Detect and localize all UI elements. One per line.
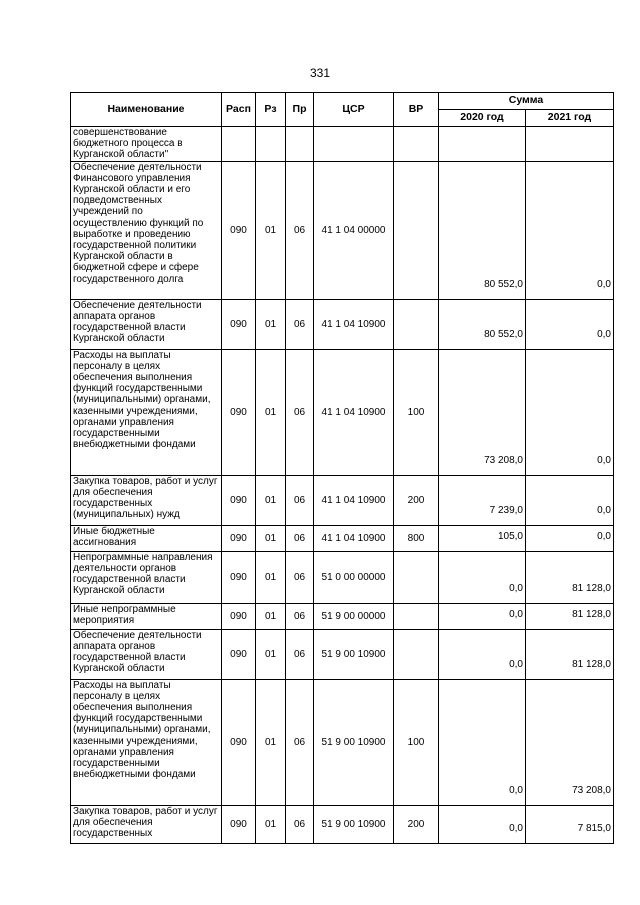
cell-rasp: 090: [222, 475, 256, 525]
table-row: [71, 525, 614, 551]
cell-csr: 41 1 04 00000: [314, 161, 394, 299]
header-csr: ЦСР: [314, 93, 394, 127]
table-row: [71, 127, 614, 162]
cell-rasp: 090: [222, 525, 256, 551]
cell-rasp: 090: [222, 603, 256, 629]
cell-csr: [314, 127, 394, 162]
cell-2021: [526, 629, 614, 679]
cell-csr: 51 9 00 10900: [314, 629, 394, 679]
header-vr: ВР: [394, 93, 439, 127]
cell-vr: [394, 603, 439, 629]
value-2020: 80 552,0: [484, 279, 523, 291]
value-2020: 105,0: [497, 531, 523, 543]
cell-2021: [526, 805, 614, 843]
value-2021: 0,0: [597, 279, 611, 291]
cell-vr: 100: [394, 349, 439, 475]
header-rasp: Расп: [222, 93, 256, 127]
cell-pr: 06: [286, 349, 314, 475]
cell-2021: [526, 475, 614, 525]
table-row: [71, 299, 614, 349]
cell-2021: [526, 551, 614, 603]
cell-name: совершенствование бюджетного процесса в Курганской области": [71, 127, 222, 162]
table-row: [71, 161, 614, 299]
cell-2021: [526, 603, 614, 629]
cell-2021: [526, 525, 614, 551]
cell-csr: 41 1 04 10900: [314, 349, 394, 475]
cell-2020: [439, 349, 526, 475]
cell-2020: [439, 629, 526, 679]
cell-name: Расходы на выплаты персоналу в целях обеспечения выполнения функций государственными (муниципальными) органами, казенными учреждениями, органами управления государственными внебюджетными фондами: [71, 679, 222, 805]
table-body: [71, 127, 614, 844]
cell-rz: 01: [256, 349, 286, 475]
cell-rz: 01: [256, 299, 286, 349]
cell-2020: [439, 551, 526, 603]
value-2020: 0,0: [509, 583, 523, 595]
cell-vr: 800: [394, 525, 439, 551]
cell-name: Иные непрограммные мероприятия: [71, 603, 222, 629]
cell-name: Закупка товаров, работ и услуг для обеспечения государственных (муниципальных) нужд: [71, 475, 222, 525]
table-header: [71, 93, 614, 127]
cell-csr: 51 0 00 00000: [314, 551, 394, 603]
header-2020: 2020 год: [439, 110, 526, 127]
cell-csr: 51 9 00 10900: [314, 805, 394, 843]
cell-name: Закупка товаров, работ и услуг для обеспечения государственных: [71, 805, 222, 843]
cell-csr: 41 1 04 10900: [314, 299, 394, 349]
cell-pr: 06: [286, 161, 314, 299]
cell-rz: 01: [256, 805, 286, 843]
cell-rz: 01: [256, 161, 286, 299]
cell-name: Обеспечение деятельности аппарата органов государственной власти Курганской области: [71, 629, 222, 679]
cell-2020: [439, 679, 526, 805]
cell-pr: 06: [286, 299, 314, 349]
cell-rasp: 090: [222, 679, 256, 805]
cell-vr: [394, 299, 439, 349]
cell-csr: 41 1 04 10900: [314, 475, 394, 525]
value-2021: 81 128,0: [572, 659, 611, 671]
cell-name: Обеспечение деятельности Финансового управления Курганской области и его подведомственных учреждений по осуществлению функций по выработке и проведению государственной политики Курганской области в бюджетной сфере и сфере государственного долга: [71, 161, 222, 299]
cell-rz: 01: [256, 629, 286, 679]
cell-pr: 06: [286, 805, 314, 843]
cell-rasp: 090: [222, 629, 256, 679]
cell-vr: [394, 127, 439, 162]
cell-rz: 01: [256, 525, 286, 551]
value-2021: 0,0: [597, 505, 611, 517]
value-2020: 0,0: [509, 785, 523, 797]
value-2020: 0,0: [509, 659, 523, 671]
value-2020: 80 552,0: [484, 329, 523, 341]
cell-2020: [439, 127, 526, 162]
table-row: [71, 805, 614, 843]
table-row: [71, 679, 614, 805]
value-2020: 0,0: [509, 823, 523, 835]
cell-vr: 200: [394, 805, 439, 843]
header-rz: Рз: [256, 93, 286, 127]
cell-pr: 06: [286, 551, 314, 603]
cell-name: Обеспечение деятельности аппарата органов государственной власти Курганской области: [71, 299, 222, 349]
cell-vr: [394, 551, 439, 603]
header-pr: Пр: [286, 93, 314, 127]
cell-pr: 06: [286, 475, 314, 525]
cell-csr: 51 9 00 10900: [314, 679, 394, 805]
cell-name: Расходы на выплаты персоналу в целях обеспечения выполнения функций государственными (муниципальными) органами, казенными учреждениями, органами управления государственными внебюджетными фондами: [71, 349, 222, 475]
cell-name: Непрограммные направления деятельности органов государственной власти Курганской области: [71, 551, 222, 603]
cell-name: Иные бюджетные ассигнования: [71, 525, 222, 551]
cell-rz: 01: [256, 603, 286, 629]
value-2021: 0,0: [597, 329, 611, 341]
cell-vr: 100: [394, 679, 439, 805]
table-row: [71, 349, 614, 475]
cell-csr: 41 1 04 10900: [314, 525, 394, 551]
cell-vr: [394, 161, 439, 299]
cell-pr: [286, 127, 314, 162]
cell-rasp: [222, 127, 256, 162]
cell-rz: 01: [256, 475, 286, 525]
table-row: [71, 551, 614, 603]
cell-2020: [439, 525, 526, 551]
cell-rz: 01: [256, 551, 286, 603]
cell-rasp: 090: [222, 551, 256, 603]
cell-pr: 06: [286, 603, 314, 629]
cell-pr: 06: [286, 525, 314, 551]
cell-pr: 06: [286, 679, 314, 805]
cell-rasp: 090: [222, 805, 256, 843]
cell-rz: [256, 127, 286, 162]
cell-vr: [394, 629, 439, 679]
cell-2020: [439, 805, 526, 843]
value-2020: 73 208,0: [484, 455, 523, 467]
cell-2021: [526, 161, 614, 299]
cell-rasp: 090: [222, 161, 256, 299]
cell-rasp: 090: [222, 299, 256, 349]
table-row: [71, 603, 614, 629]
header-name: Наименование: [71, 93, 222, 127]
cell-vr: 200: [394, 475, 439, 525]
cell-rasp: 090: [222, 349, 256, 475]
page-number: 331: [309, 66, 331, 80]
budget-table: [70, 92, 614, 844]
value-2021: 0,0: [597, 531, 611, 543]
table-row: [71, 475, 614, 525]
value-2020: 0,0: [509, 609, 523, 621]
cell-2020: [439, 475, 526, 525]
value-2021: 81 128,0: [572, 583, 611, 595]
cell-2020: [439, 299, 526, 349]
header-2021: 2021 год: [526, 110, 614, 127]
value-2020: 7 239,0: [489, 505, 523, 517]
value-2021: 73 208,0: [572, 785, 611, 797]
cell-2021: [526, 679, 614, 805]
value-2021: 7 815,0: [577, 823, 611, 835]
cell-2020: [439, 603, 526, 629]
value-2021: 0,0: [597, 455, 611, 467]
header-sum: Сумма: [439, 93, 614, 110]
cell-pr: 06: [286, 629, 314, 679]
cell-csr: 51 9 00 00000: [314, 603, 394, 629]
cell-2020: [439, 161, 526, 299]
cell-rz: 01: [256, 679, 286, 805]
value-2021: 81 128,0: [572, 609, 611, 621]
cell-2021: [526, 299, 614, 349]
cell-2021: [526, 349, 614, 475]
table-row: [71, 629, 614, 679]
cell-2021: [526, 127, 614, 162]
